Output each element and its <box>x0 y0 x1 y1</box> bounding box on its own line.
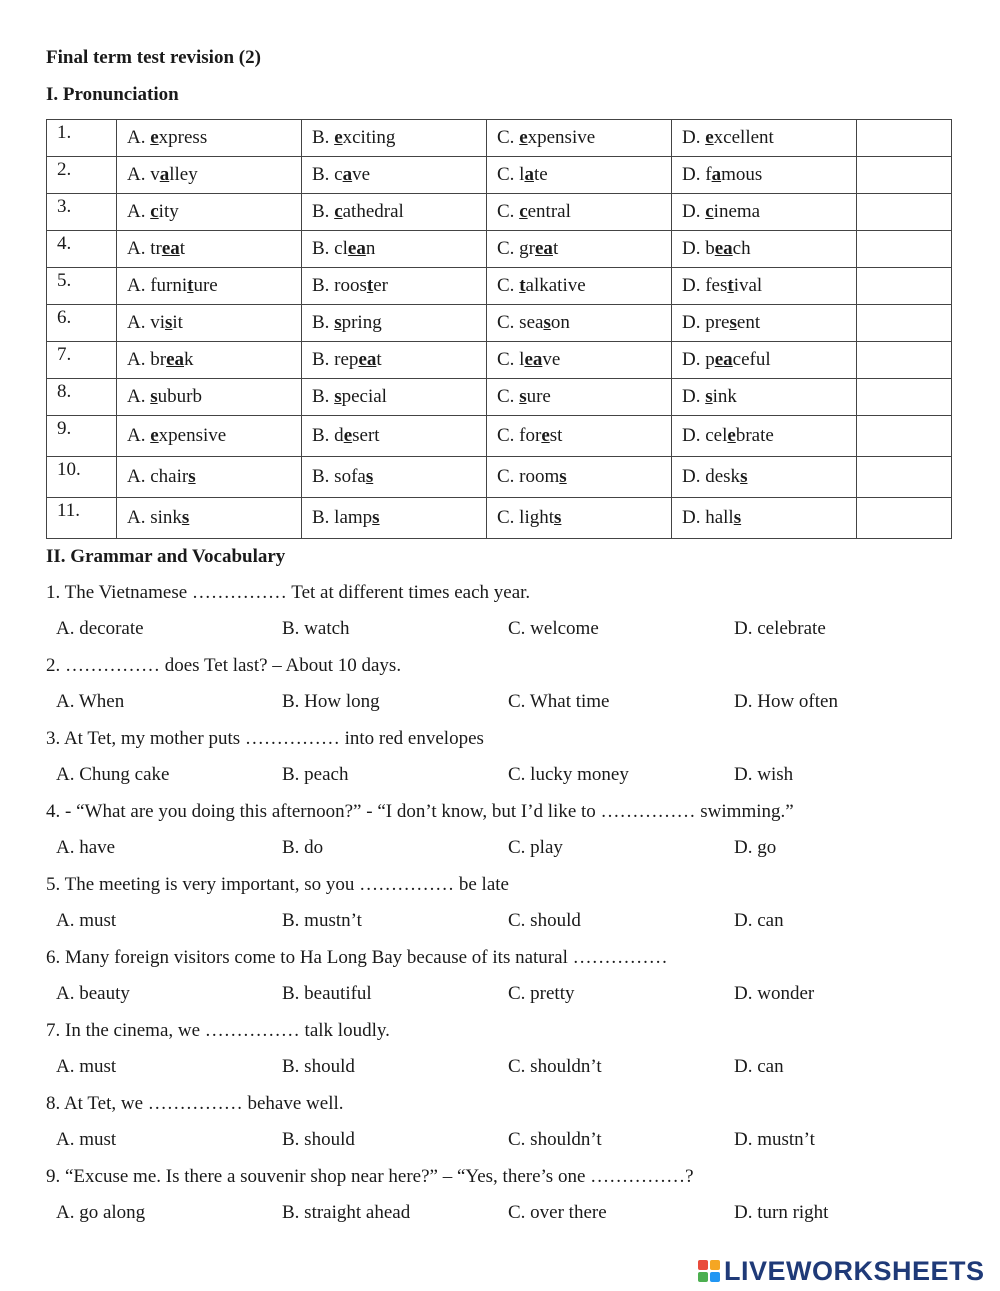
underlined-letters: s <box>740 466 748 487</box>
pronunciation-option <box>302 231 487 268</box>
option-prefix: B. c <box>312 164 343 185</box>
underlined-letters: ea <box>524 349 543 370</box>
option-prefix: C. gr <box>497 238 535 259</box>
row-number: 2. <box>47 157 117 194</box>
pronunciation-option <box>487 157 672 194</box>
pronunciation-option <box>672 231 857 268</box>
pronunciation-option <box>672 157 857 194</box>
question-text: 2. …………… does Tet last? – About 10 days. <box>46 655 402 676</box>
option-prefix: D. p <box>682 349 715 370</box>
underlined-letters: s <box>554 507 562 528</box>
underlined-letters: s <box>372 507 380 528</box>
option-suffix: ceful <box>732 349 771 370</box>
row-number: 9. <box>47 416 117 457</box>
option-prefix: C. light <box>497 507 555 528</box>
option-suffix: athedral <box>342 201 404 222</box>
answer-option[interactable]: D. mustn’t <box>734 1129 815 1150</box>
underlined-letters: s <box>188 466 196 487</box>
question-text: 1. The Vietnamese …………… Tet at different times each year. <box>46 582 531 603</box>
option-prefix: C. sea <box>497 312 544 333</box>
underlined-letters: ea <box>714 238 733 259</box>
answer-option[interactable]: D. wonder <box>734 983 815 1004</box>
option-prefix: D. b <box>682 238 715 259</box>
underlined-letters: ea <box>161 238 180 259</box>
option-prefix: B. rep <box>312 349 359 370</box>
pronunciation-option <box>302 416 487 457</box>
pronunciation-option <box>302 305 487 342</box>
row-number: 6. <box>47 305 117 342</box>
pronunciation-option <box>302 342 487 379</box>
answer-box[interactable] <box>857 231 952 268</box>
pronunciation-option <box>672 379 857 416</box>
answer-option[interactable]: D. How often <box>734 691 838 712</box>
pronunciation-row <box>47 231 952 268</box>
pronunciation-option <box>117 342 302 379</box>
answer-option[interactable]: B. do <box>282 837 324 858</box>
answer-option[interactable]: C. play <box>508 837 563 858</box>
pronunciation-option <box>302 120 487 157</box>
option-suffix: ink <box>712 386 737 407</box>
option-suffix: mous <box>721 164 763 185</box>
answer-box[interactable] <box>857 457 952 498</box>
option-suffix: xpress <box>158 127 208 148</box>
pronunciation-row <box>47 194 952 231</box>
page-title: Final term test revision (2) <box>46 47 261 68</box>
pronunciation-option <box>117 379 302 416</box>
pronunciation-option <box>487 194 672 231</box>
option-prefix: D. desk <box>682 466 741 487</box>
pronunciation-option <box>117 268 302 305</box>
pronunciation-option <box>672 342 857 379</box>
option-prefix: B. roos <box>312 275 367 296</box>
pronunciation-table <box>46 119 952 539</box>
option-prefix: A. <box>127 201 151 222</box>
pronunciation-option <box>487 457 672 498</box>
underlined-letters: e <box>519 127 528 148</box>
question-text: 4. - “What are you doing this afternoon?” - “I don’t know, but I’d like to …………… swimming.” <box>46 801 794 822</box>
question-text: 6. Many foreign visitors come to Ha Long Bay because of its natural …………… <box>46 947 668 968</box>
question-text: 8. At Tet, we …………… behave well. <box>46 1093 344 1114</box>
answer-option[interactable]: C. lucky money <box>508 764 629 785</box>
option-prefix: D. <box>682 127 706 148</box>
pronunciation-option <box>302 194 487 231</box>
section-heading-grammar: II. Grammar and Vocabulary <box>46 546 286 567</box>
underlined-letters: a <box>524 164 534 185</box>
option-prefix: A. <box>127 386 151 407</box>
answer-option[interactable]: A. decorate <box>56 618 144 639</box>
pronunciation-row <box>47 498 952 539</box>
underlined-letters: ea <box>347 238 366 259</box>
underlined-letters: t <box>366 275 374 296</box>
underlined-letters: t <box>519 275 526 296</box>
pronunciation-option <box>302 268 487 305</box>
row-number: 5. <box>47 268 117 305</box>
underlined-letters: c <box>334 201 343 222</box>
option-suffix: t <box>552 238 559 259</box>
answer-option[interactable]: A. When <box>56 691 125 712</box>
underlined-letters: s <box>165 312 173 333</box>
underlined-letters: s <box>334 312 342 333</box>
option-prefix: A. v <box>127 164 160 185</box>
answer-option[interactable]: C. What time <box>508 691 610 712</box>
question-text: 9. “Excuse me. Is there a souvenir shop near here?” – “Yes, there’s one ……………? <box>46 1166 694 1187</box>
pronunciation-option <box>487 268 672 305</box>
answer-option[interactable]: D. go <box>734 837 777 858</box>
row-number: 1. <box>47 120 117 157</box>
answer-option[interactable]: B. should <box>282 1056 355 1077</box>
pronunciation-option <box>487 342 672 379</box>
logo-text: LIVEWORKSHEETS <box>724 1255 985 1286</box>
option-prefix: A. vi <box>127 312 165 333</box>
option-suffix: sert <box>352 425 380 446</box>
pronunciation-option <box>672 416 857 457</box>
option-suffix: ve <box>352 164 371 185</box>
answer-box[interactable] <box>857 268 952 305</box>
option-suffix: t <box>179 238 186 259</box>
answer-option[interactable]: D. celebrate <box>734 618 826 639</box>
answer-option[interactable]: D. turn right <box>734 1202 829 1223</box>
underlined-letters: ea <box>535 238 553 259</box>
option-suffix: entral <box>527 201 571 222</box>
question-text: 7. In the cinema, we …………… talk loudly. <box>46 1020 390 1041</box>
option-suffix: xcellent <box>713 127 774 148</box>
row-number: 7. <box>47 342 117 379</box>
pronunciation-option <box>487 305 672 342</box>
underlined-letters: c <box>705 201 714 222</box>
option-suffix: pecial <box>341 386 387 407</box>
underlined-letters: e <box>541 425 550 446</box>
pronunciation-row <box>47 342 952 379</box>
option-suffix: xpensive <box>527 127 596 148</box>
option-prefix: D. f <box>682 164 712 185</box>
logo-square <box>710 1260 720 1270</box>
answer-box[interactable] <box>857 342 952 379</box>
pronunciation-option <box>117 305 302 342</box>
underlined-letters: s <box>181 507 190 528</box>
option-suffix: alkative <box>525 275 586 296</box>
option-suffix: ure <box>526 386 551 407</box>
underlined-letters: s <box>334 386 342 407</box>
underlined-letters: c <box>519 201 528 222</box>
answer-option[interactable]: B. How long <box>282 691 380 712</box>
answer-option[interactable]: A. Chung cake <box>56 764 170 785</box>
pronunciation-option <box>487 379 672 416</box>
option-prefix: C. <box>497 127 520 148</box>
option-suffix: brate <box>735 425 774 446</box>
option-suffix: ent <box>736 312 761 333</box>
underlined-letters: s <box>705 386 713 407</box>
answer-option[interactable]: B. should <box>282 1129 355 1150</box>
pronunciation-option <box>487 231 672 268</box>
option-suffix: st <box>549 425 563 446</box>
pronunciation-option <box>117 416 302 457</box>
option-prefix: A. sink <box>127 507 182 528</box>
option-prefix: C. <box>497 275 520 296</box>
pronunciation-option <box>672 268 857 305</box>
answer-option[interactable]: A. go along <box>56 1202 146 1223</box>
underlined-letters: ea <box>358 349 377 370</box>
option-prefix: B. sofa <box>312 466 366 487</box>
row-number: 8. <box>47 379 117 416</box>
answer-option[interactable]: A. must <box>56 910 117 931</box>
option-prefix: A. <box>127 425 151 446</box>
option-prefix: D. <box>682 201 706 222</box>
option-suffix: on <box>550 312 570 333</box>
option-prefix: B. <box>312 386 335 407</box>
answer-option[interactable]: A. have <box>56 837 116 858</box>
option-suffix: lley <box>169 164 198 185</box>
answer-option[interactable]: B. peach <box>282 764 349 785</box>
answer-box[interactable] <box>857 194 952 231</box>
option-suffix: k <box>184 349 194 370</box>
logo-square <box>698 1272 708 1282</box>
option-prefix: D. hall <box>682 507 734 528</box>
pronunciation-row <box>47 305 952 342</box>
answer-option[interactable]: C. over there <box>508 1202 607 1223</box>
answer-box[interactable] <box>857 305 952 342</box>
pronunciation-option <box>487 416 672 457</box>
option-suffix: t <box>376 349 382 370</box>
underlined-letters: ea <box>714 349 733 370</box>
pronunciation-option <box>117 457 302 498</box>
row-number: 3. <box>47 194 117 231</box>
logo-mark-icon <box>698 1260 720 1282</box>
option-suffix: pring <box>341 312 382 333</box>
pronunciation-option <box>302 498 487 539</box>
underlined-letters: s <box>729 312 737 333</box>
row-number: 4. <box>47 231 117 268</box>
option-prefix: B. <box>312 127 335 148</box>
underlined-letters: e <box>343 425 353 446</box>
pronunciation-row <box>47 379 952 416</box>
pronunciation-option <box>487 498 672 539</box>
pronunciation-option <box>302 157 487 194</box>
underlined-letters: c <box>150 201 159 222</box>
pronunciation-row <box>47 416 952 457</box>
pronunciation-option <box>302 457 487 498</box>
option-suffix: uburb <box>157 386 202 407</box>
underlined-letters: e <box>150 425 159 446</box>
pronunciation-option <box>672 120 857 157</box>
option-suffix: inema <box>713 201 761 222</box>
option-suffix: te <box>533 164 548 185</box>
option-prefix: C. <box>497 386 520 407</box>
underlined-letters: a <box>711 164 722 185</box>
answer-box[interactable] <box>857 157 952 194</box>
underlined-letters: ea <box>166 349 184 370</box>
option-prefix: A. tr <box>127 238 162 259</box>
answer-option[interactable]: D. can <box>734 910 784 931</box>
pronunciation-row <box>47 268 952 305</box>
answer-option[interactable]: B. beautiful <box>282 983 372 1004</box>
option-suffix: ve <box>542 349 561 370</box>
underlined-letters: a <box>159 164 170 185</box>
answer-option[interactable]: B. watch <box>282 618 350 639</box>
pronunciation-option <box>672 498 857 539</box>
underlined-letters: s <box>519 386 527 407</box>
pronunciation-row <box>47 457 952 498</box>
underlined-letters: t <box>187 275 194 296</box>
pronunciation-option <box>117 120 302 157</box>
option-prefix: B. <box>312 312 335 333</box>
option-suffix: it <box>172 312 183 333</box>
pronunciation-option <box>302 379 487 416</box>
underlined-letters: e <box>727 425 736 446</box>
pronunciation-option <box>672 457 857 498</box>
pronunciation-row <box>47 120 952 157</box>
option-suffix: ity <box>158 201 179 222</box>
row-number: 10. <box>47 457 117 498</box>
question-text: 3. At Tet, my mother puts …………… into red envelopes <box>46 728 484 749</box>
pronunciation-option <box>117 194 302 231</box>
underlined-letters: t <box>727 275 734 296</box>
pronunciation-option <box>672 194 857 231</box>
option-suffix: ure <box>193 275 218 296</box>
option-suffix: xciting <box>342 127 396 148</box>
logo-square <box>698 1260 708 1270</box>
answer-option[interactable]: C. welcome <box>508 618 599 639</box>
option-prefix: B. lamp <box>312 507 373 528</box>
logo-square <box>710 1272 720 1282</box>
answer-box[interactable] <box>857 120 952 157</box>
option-suffix: n <box>365 238 376 259</box>
underlined-letters: a <box>342 164 353 185</box>
question-text: 5. The meeting is very important, so you …………… be late <box>46 874 509 895</box>
answer-box[interactable] <box>857 498 952 539</box>
pronunciation-option <box>487 120 672 157</box>
answer-option[interactable]: B. straight ahead <box>282 1202 411 1223</box>
option-suffix: ival <box>733 275 763 296</box>
answer-option[interactable]: D. wish <box>734 764 794 785</box>
answer-box[interactable] <box>857 416 952 457</box>
option-suffix: xpensive <box>158 425 227 446</box>
pronunciation-row <box>47 157 952 194</box>
underlined-letters: e <box>705 127 714 148</box>
option-prefix: D. pre <box>682 312 730 333</box>
answer-option[interactable]: C. pretty <box>508 983 575 1004</box>
answer-option[interactable]: C. should <box>508 910 581 931</box>
option-prefix: B. d <box>312 425 344 446</box>
option-prefix: D. cel <box>682 425 728 446</box>
answer-option[interactable]: A. must <box>56 1056 117 1077</box>
answer-option[interactable]: C. shouldn’t <box>508 1129 602 1150</box>
option-suffix: ch <box>732 238 751 259</box>
row-number: 11. <box>47 498 117 539</box>
option-suffix: er <box>373 275 388 296</box>
pronunciation-option <box>117 231 302 268</box>
underlined-letters: s <box>365 466 374 487</box>
option-prefix: C. l <box>497 164 525 185</box>
option-prefix: C. for <box>497 425 542 446</box>
underlined-letters: s <box>543 312 551 333</box>
option-prefix: C. room <box>497 466 560 487</box>
answer-option[interactable]: A. must <box>56 1129 117 1150</box>
underlined-letters: s <box>559 466 567 487</box>
pronunciation-option <box>117 498 302 539</box>
answer-box[interactable] <box>857 379 952 416</box>
section-heading-pronunciation: I. Pronunciation <box>46 84 179 105</box>
option-prefix: B. cl <box>312 238 348 259</box>
option-prefix: A. furni <box>127 275 188 296</box>
option-prefix: D. fes <box>682 275 728 296</box>
option-prefix: A. <box>127 127 151 148</box>
answer-option[interactable]: D. can <box>734 1056 784 1077</box>
option-prefix: D. <box>682 386 706 407</box>
option-prefix: C. <box>497 201 520 222</box>
option-prefix: A. chair <box>127 466 189 487</box>
pronunciation-option <box>672 305 857 342</box>
answer-option[interactable]: B. mustn’t <box>282 910 362 931</box>
underlined-letters: s <box>150 386 158 407</box>
option-prefix: A. br <box>127 349 167 370</box>
underlined-letters: s <box>733 507 742 528</box>
underlined-letters: e <box>150 127 159 148</box>
option-prefix: B. <box>312 201 335 222</box>
answer-option[interactable]: C. shouldn’t <box>508 1056 602 1077</box>
answer-option[interactable]: A. beauty <box>56 983 130 1004</box>
pronunciation-option <box>117 157 302 194</box>
liveworksheets-logo <box>698 1254 985 1288</box>
option-prefix: C. l <box>497 349 525 370</box>
underlined-letters: e <box>334 127 343 148</box>
